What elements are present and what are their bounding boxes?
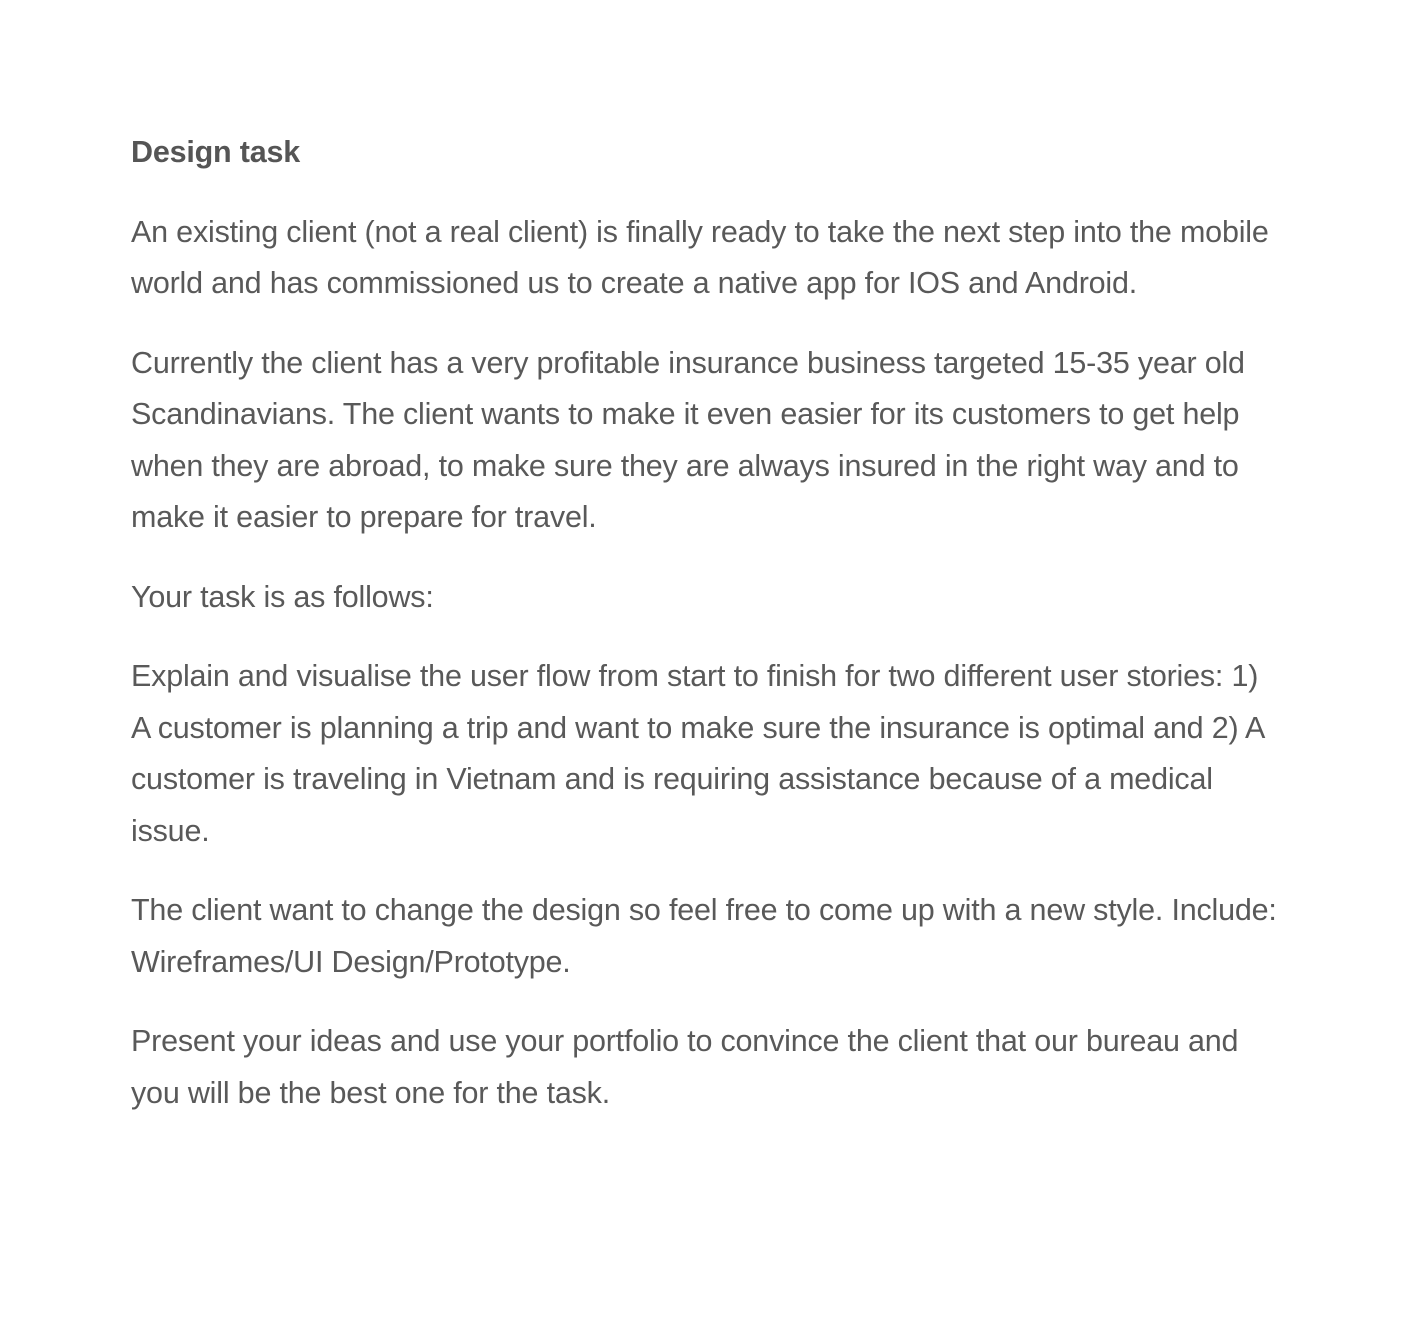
paragraph-user-stories: Explain and visualise the user flow from start to finish for two different user stories: 1) A customer is planning a trip and want to make sure the insurance is optimal and 2) A customer is traveling in Vietnam and is requiring assistance because of a medical issue. [131, 659, 1264, 848]
paragraph-design-scope: The client want to change the design so feel free to come up with a new style. Include: Wireframes/UI Design/Prototype. [131, 893, 1277, 979]
document-heading: Design task [131, 135, 301, 169]
paragraph-presentation: Present your ideas and use your portfolio to convince the client that our bureau and you will be the best one for the task. [131, 1024, 1239, 1110]
paragraph-client-background: Currently the client has a very profitable insurance business targeted 15-35 year old Scandinavians. The client wants to make it even easier for its customers to get help when they are abroad, to make sure they are always insured in the right way and to make it easier to prepare for travel. [131, 345, 1245, 534]
document-body [131, 127, 1281, 1119]
paragraph-task-lead: Your task is as follows: [131, 579, 434, 614]
paragraph-intro: An existing client (not a real client) is finally ready to take the next step into the mobile world and has commissioned us to create a native app for IOS and Android. [131, 214, 1269, 300]
